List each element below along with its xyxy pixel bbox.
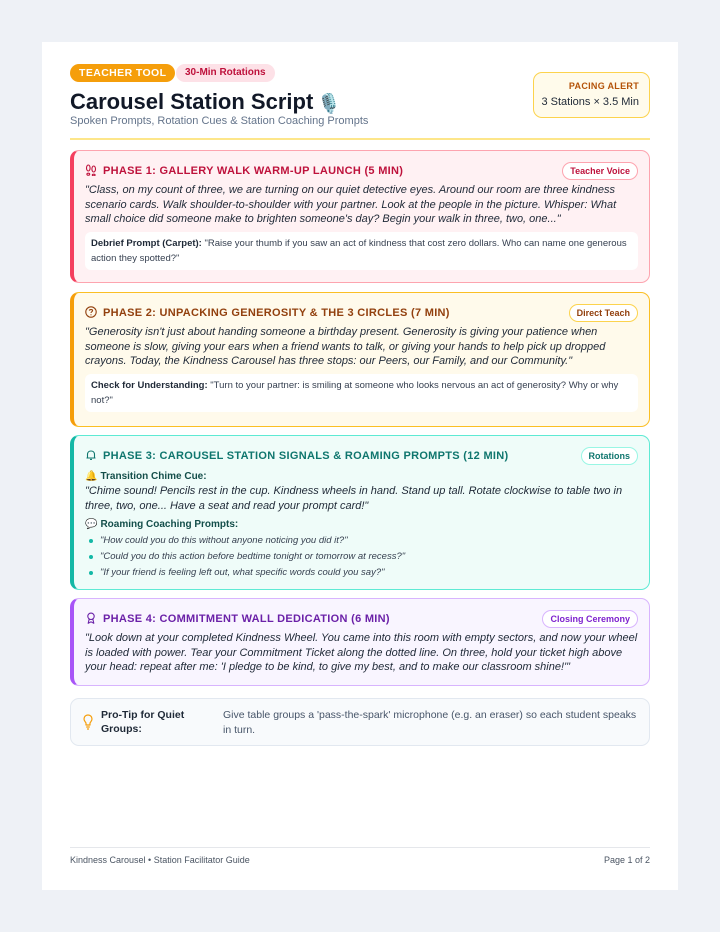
microphone-icon: 🎙️ (317, 93, 341, 115)
phase-2-check-text: "Turn to your partner: is smiling at someone who looks nervous an act of generosity? Why or why not?" (91, 379, 619, 406)
page-title-text: Carousel Station Script (70, 89, 314, 114)
phase-3-script: "Chime sound! Pencils rest in the cup. Kindness wheels in hand. Stand up tall. Rotate clockwise to table two in three, two, one... Have a seat and read your prompt card!" (85, 485, 623, 512)
phase-2-script: "Generosity isn't just about handing someone a birthday present. Generosity is giving your patience when someone is slow, giving your ears when a friend wants to talk, or giving your hands to help pick up dropped crayons. Today, the Kindness Carousel has three stops: our Peers, our Family, and our Community." (85, 326, 606, 367)
footer-guide-name: Kindness Carousel • Station Facilitator Guide (70, 855, 250, 865)
phase-4-header (85, 609, 638, 629)
phase-3-title-text: PHASE 3: CAROUSEL STATION SIGNALS & ROAMING PROMPTS (12 MIN) (103, 450, 509, 462)
coaching-prompts-label-text: Roaming Coaching Prompts: (100, 519, 239, 530)
pacing-alert (533, 72, 650, 118)
pacing-alert-label: PACING ALERT (568, 81, 639, 91)
teacher-tool-tag: TEACHER TOOL (70, 64, 175, 82)
phase-1-header (85, 161, 638, 181)
phase-4-script: "Look down at your completed Kindness Wheel. You came into this room with empty sectors, and now your wheel is loaded with power. Tear your Commitment Ticket along the dotted line. On three, hold your ticket high above your head: repeat after me: 'I pledge to be kind, to give my best, and to make our classroom shine!'" (85, 632, 638, 673)
phase-4-badge: Closing Ceremony (542, 610, 638, 628)
rotations-tag: 30-Min Rotations (176, 64, 275, 82)
phase-2-title (85, 303, 638, 323)
document-page (42, 42, 678, 890)
phase-1-script: "Class, on my count of three, we are turning on our quiet detective eyes. Around our room are three kindness scenario cards. Walk shoulder-to-shoulder with your partner. Look at the people in the picture. Whisper: What small choice did someone make to brighten someone's day? Begin your walk in three, two, one..." (85, 184, 617, 225)
phase-2-card (70, 292, 650, 427)
phase-3-title (85, 446, 638, 466)
pro-tip-box (70, 698, 650, 746)
phase-1-debrief-label: Debrief Prompt (Carpet): (91, 237, 202, 249)
phase-1-card (70, 150, 650, 283)
transition-chime-label-text: Transition Chime Cue: (100, 471, 207, 482)
phase-2-check (85, 374, 638, 412)
phase-1-title-text: PHASE 1: GALLERY WALK WARM-UP LAUNCH (5 MIN) (103, 165, 404, 177)
footer-divider (70, 847, 650, 848)
chime-bell-icon: 🔔 (85, 471, 98, 482)
transition-chime-label (85, 470, 638, 483)
list-item: "Could you do this action before bedtime tonight or tomorrow at recess?" (85, 549, 638, 565)
phase-1-badge: Teacher Voice (562, 162, 638, 180)
page-header (70, 64, 650, 140)
phase-4-card (70, 598, 650, 686)
phase-1-debrief-text: "Raise your thumb if you saw an act of kindness that cost zero dollars. Who can name one generous action they spotted?" (91, 237, 627, 264)
phase-2-check-label: Check for Understanding: (91, 379, 208, 391)
list-item: "How could you do this without anyone noticing you did it?" (85, 533, 638, 549)
footprints-icon (85, 164, 97, 176)
phase-1-debrief (85, 232, 638, 270)
bell-icon (85, 449, 97, 461)
coaching-prompts-list (85, 533, 638, 581)
phase-4-title-text: PHASE 4: COMMITMENT WALL DEDICATION (6 MIN) (103, 613, 390, 625)
speech-bubble-icon: 💬 (85, 519, 98, 530)
phase-3-header (85, 446, 638, 466)
phase-2-header (85, 303, 638, 323)
phase-2-badge: Direct Teach (569, 304, 638, 322)
phase-1-title (85, 161, 638, 181)
page-subtitle: Spoken Prompts, Rotation Cues & Station Coaching Prompts (70, 115, 369, 127)
page-number: Page 1 of 2 (603, 855, 650, 865)
phase-3-card (70, 435, 650, 590)
coaching-prompts-label (85, 518, 638, 531)
question-circle-icon (85, 306, 97, 318)
pacing-alert-value: 3 Stations × 3.5 Min (541, 96, 639, 108)
pro-tip-text: Give table groups a 'pass-the-spark' microphone (e.g. an eraser) so each student speaks in turn. (223, 709, 637, 736)
phase-3-badge: Rotations (581, 447, 639, 465)
ribbon-icon (85, 612, 97, 624)
phase-2-title-text: PHASE 2: UNPACKING GENEROSITY & THE 3 CIRCLES (7 MIN) (103, 307, 450, 319)
lightbulb-icon (83, 714, 93, 730)
pro-tip-label: Pro-Tip for Quiet Groups: (101, 709, 185, 735)
header-divider (70, 138, 650, 140)
list-item: "If your friend is feeling left out, what specific words could you say?" (85, 565, 638, 581)
